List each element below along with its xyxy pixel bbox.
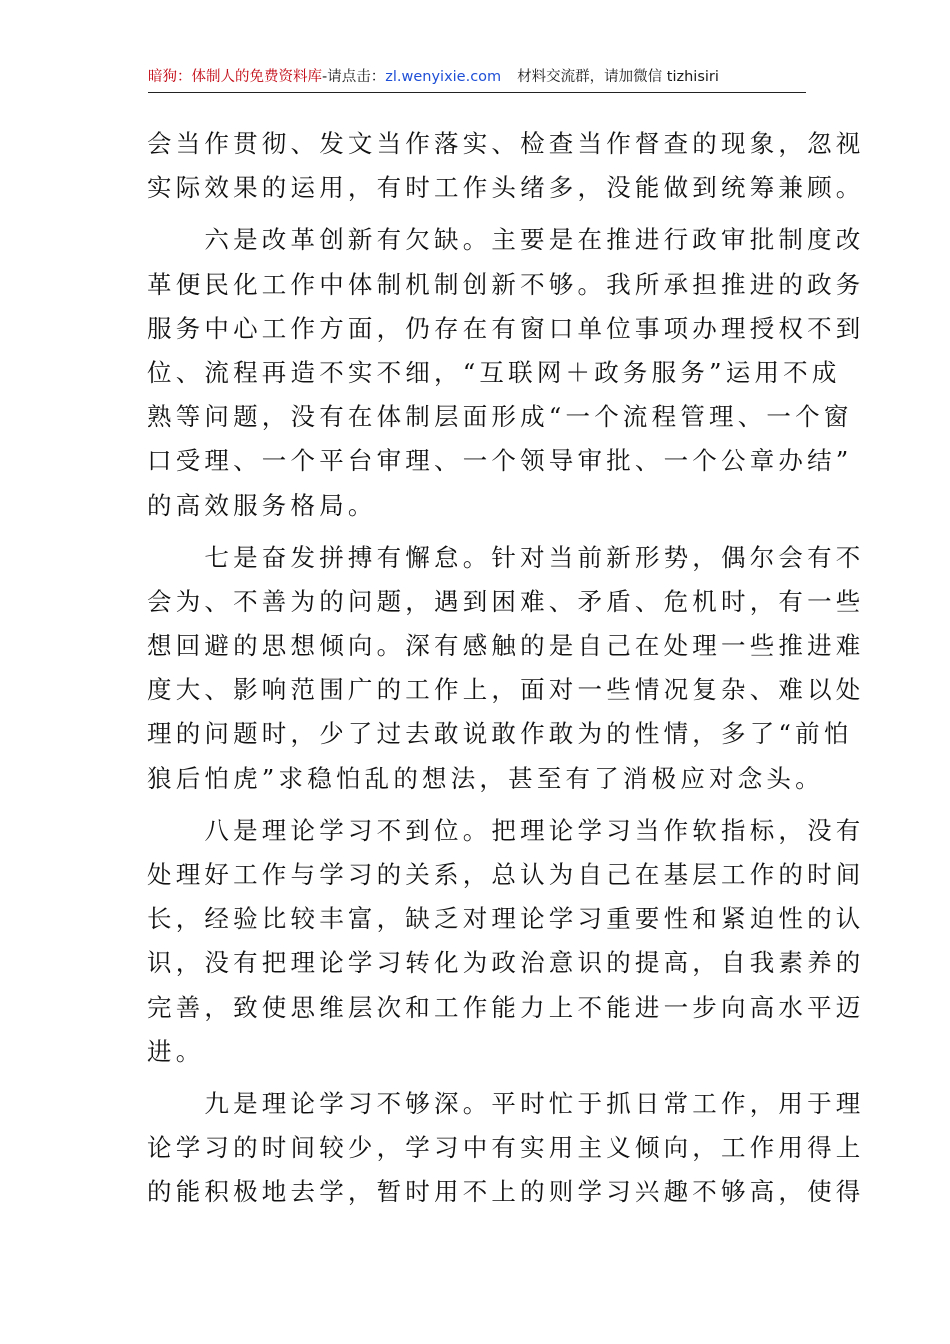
text-line: 会为、不善为的问题，遇到困难、矛盾、危机时，有一些 — [147, 586, 865, 616]
text-line: 度大、影响范围广的工作上，面对一些情况复杂、难以处 — [147, 675, 865, 705]
header-group-text: 材料交流群，请加微信 tizhisiri — [517, 69, 719, 85]
text-line: 实际效果的运用，有时工作头绪多，没能做到统筹兼顾。 — [147, 173, 865, 203]
text-line: 熟等问题，没有在体制层面形成“一个流程管理、一个窗 — [147, 402, 853, 432]
text-line: 革便民化工作中体制机制创新不够。我所承担推进的政务 — [147, 269, 865, 299]
text-line: 想回避的思想倾向。深有感触的是自己在处理一些推进难 — [147, 631, 865, 661]
text-line: 进。 — [147, 1036, 205, 1066]
paragraph-8-start: 八是理论学习不到位。把理论学习当作软指标，没有 — [147, 815, 865, 845]
paragraph-7-start: 七是奋发拼搏有懈怠。针对当前新形势，偶尔会有不 — [147, 542, 865, 572]
page-header-banner — [148, 66, 806, 93]
text-line: 服务中心工作方面，仍存在有窗口单位事项办理授权不到 — [147, 313, 865, 343]
text-line: 的能积极地去学，暂时用不上的则学习兴趣不够高，使得 — [147, 1177, 865, 1207]
document-body — [147, 122, 865, 1215]
text-line: 会当作贯彻、发文当作落实、检查当作督查的现象，忽视 — [147, 129, 865, 158]
text-line: 论学习的时间较少，学习中有实用主义倾向，工作用得上 — [147, 1133, 865, 1163]
text-line: 理的问题时，少了过去敢说敢作敢为的性情，多了“前怕 — [147, 719, 853, 749]
text-line: 识，没有把理论学习转化为政治意识的提高，自我素养的 — [147, 948, 865, 978]
header-cta-text: -请点击： — [322, 69, 386, 85]
text-line: 的高效服务格局。 — [147, 490, 377, 520]
text-line: 狼后怕虎”求稳怕乱的想法，甚至有了消极应对念头。 — [147, 763, 824, 793]
text-line: 长，经验比较丰富，缺乏对理论学习重要性和紧迫性的认 — [147, 904, 865, 934]
text-line: 完善，致使思维层次和工作能力上不能进一步向高水平迈 — [147, 992, 865, 1022]
header-brand-text: 暗狗：体制人的免费资料库 — [148, 69, 322, 85]
paragraph-9-start: 九是理论学习不够深。平时忙于抓日常工作，用于理 — [147, 1088, 865, 1118]
paragraph-6-start: 六是改革创新有欠缺。主要是在推进行政审批制度改 — [147, 225, 865, 255]
text-line: 处理好工作与学习的关系，总认为自己在基层工作的时间 — [147, 860, 865, 889]
text-line: 口受理、一个平台审理、一个领导审批、一个公章办结” — [147, 446, 853, 476]
text-line: 位、流程再造不实不细，“互联网＋政务服务”运用不成 — [147, 357, 841, 387]
header-url-link[interactable]: zl.wenyixie.com — [385, 69, 502, 85]
